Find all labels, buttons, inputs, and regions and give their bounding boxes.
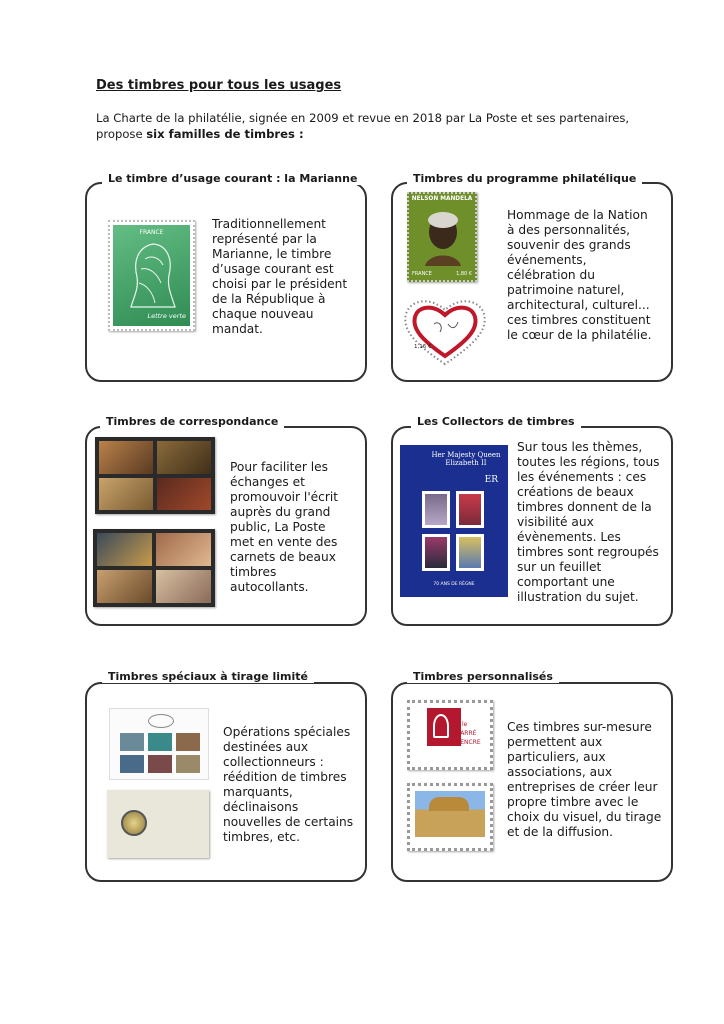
panel-title-speciaux: Timbres spéciaux à tirage limité (102, 670, 314, 683)
heart-icon (400, 292, 490, 370)
mandela-price: 1,80 € (456, 271, 472, 277)
page-title: Des timbres pour tous les usages (96, 78, 342, 93)
intro-bold: six familles de timbres : (146, 127, 304, 141)
panel-title-correspondance: Timbres de correspondance (100, 415, 284, 428)
special-sheet (109, 708, 209, 780)
collector-footer: 70 ANS DE RÈGNE (433, 582, 475, 587)
marianne-stamp (108, 220, 195, 331)
intro-paragraph: La Charte de la philatélie, signée en 2009 et revue en 2018 par La Poste et ses partenaires, propose six familles de timbres : (96, 111, 630, 141)
heart-price: 1,16 € (414, 344, 432, 350)
panel-text-programme: Hommage de la Nation à des personnalités, souvenir des grands événements, célébration du patrimoine naturel, architectural, culturel... ces timbres constituent le cœur de la philatélie. (507, 208, 652, 342)
booklet-top (95, 437, 215, 514)
collector-sheet (400, 445, 508, 597)
collector-heading: Her Majesty Queen Elizabeth II (431, 451, 501, 467)
panel-text-marianne: Traditionnellement représenté par la Marianne, le timbre d’usage courant est choisi par le président de la République à chaque nouveau mandat. (212, 217, 348, 336)
marianne-country: FRANCE (139, 229, 164, 236)
marianne-value: Lettre verte (147, 312, 186, 320)
panel-text-correspondance: Pour faciliter les échanges et promouvoir l'écrit auprès du grand public, La Poste met en vente des carnets de beaux timbres autocollants. (230, 460, 339, 594)
panel-text-personnalises: Ces timbres sur-mesure permettent aux particuliers, aux associations, aux entreprises de créer leur propre timbre avec le choix du visuel, du tirage et de la diffusion. (507, 720, 662, 839)
custom-brand-2: CARRÉ (456, 730, 477, 737)
collector-monogram: ER (484, 475, 498, 485)
panel-text-collectors: Sur tous les thèmes, toutes les régions, tous les événements : ces créations de beaux timbres donnent de la visibilité aux évènements. Les timbres sont regroupés sur un feuillet comportant une illustration du sujet. (517, 440, 660, 604)
custom-brand-1: le (462, 721, 468, 728)
custom-brand-3: D'ENCRE (454, 739, 481, 746)
custom-stamp-carre (407, 700, 493, 770)
special-coin-card (107, 790, 209, 858)
panel-title-marianne: Le timbre d’usage courant : la Marianne (102, 172, 363, 185)
mandela-name: NELSON MANDELA (411, 196, 473, 202)
panel-title-collectors: Les Collectors de timbres (411, 415, 581, 428)
marianne-portrait-icon (123, 239, 183, 309)
mandela-stamp (407, 192, 477, 282)
mandela-portrait-icon (421, 208, 465, 266)
panel-title-programme: Timbres du programme philatélique (407, 172, 642, 185)
mandela-country: FRANCE (412, 271, 432, 277)
booklet-bottom (93, 529, 215, 607)
heart-stamp (400, 292, 490, 370)
panel-text-speciaux: Opérations spéciales destinées aux collectionneurs : réédition de timbres marquants, déclinaisons nouvelles de certains timbres, etc. (223, 725, 354, 844)
custom-stamp-building (407, 783, 493, 851)
panel-title-personnalises: Timbres personnalisés (407, 670, 559, 683)
